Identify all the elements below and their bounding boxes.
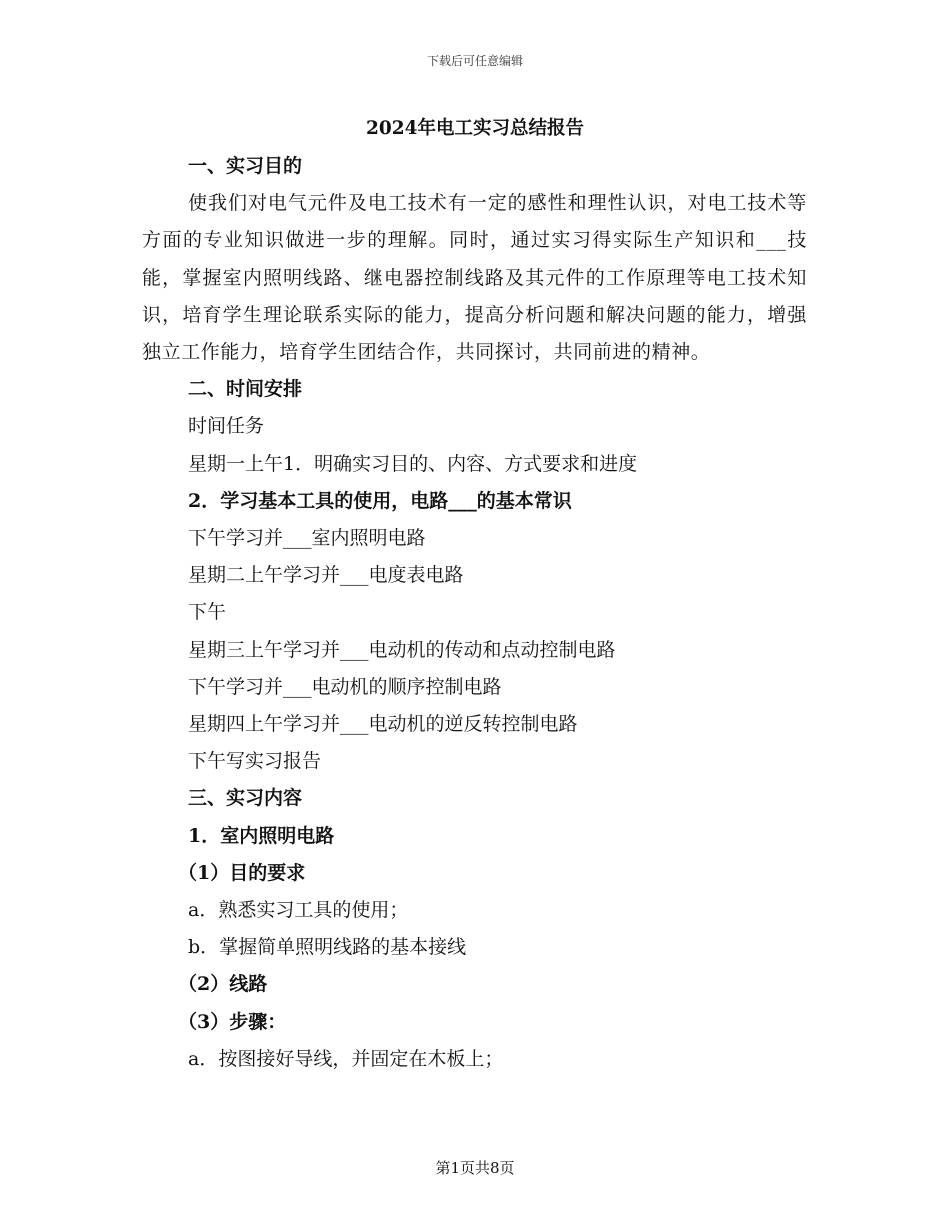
schedule-line: 下午 — [188, 601, 227, 624]
item-circuit: （2）线路 — [178, 973, 268, 996]
schedule-line: 下午学习并___室内照明电路 — [188, 527, 426, 550]
subsection-lighting-circuit: 1．室内照明电路 — [188, 824, 335, 847]
header-note: 下载后可任意编辑 — [426, 54, 523, 68]
page-footer: 第1页共8页 — [435, 1159, 515, 1177]
section-heading-purpose: 一、实习目的 — [188, 155, 303, 177]
purpose-paragraph: 使我们对电气元件及电工技术有一定的感性和理性认识，对电工技术等方面的专业知识做进一步的理解。同时，通过实习得实际生产知识和___技能，掌握室内照明线路、继电器控制线路及其元件的工作原理等电工技术知识，培育学生理论联系实际的能力，提高分析问题和解决问题的能力，增强独立工作能力，培育学生团结合作，共同探讨，共同前进的精神。 — [142, 192, 807, 364]
schedule-line: 时间任务 — [188, 415, 265, 438]
schedule-line: 2．学习基本工具的使用，电路___的基本常识 — [188, 489, 572, 512]
schedule-line: 星期二上午学习并___电度表电路 — [188, 564, 464, 587]
item-steps: （3）步骤： — [178, 1010, 287, 1033]
document-body — [142, 148, 807, 1078]
item-objective-b: b．掌握简单照明线路的基本接线 — [188, 936, 467, 959]
schedule-line: 星期一上午1．明确实习目的、内容、方式要求和进度 — [188, 452, 638, 475]
section-heading-content: 三、实习内容 — [188, 787, 303, 810]
item-objectives: （1）目的要求 — [178, 861, 306, 884]
schedule-line: 星期三上午学习并___电动机的传动和点动控制电路 — [188, 638, 616, 661]
schedule-line: 下午写实习报告 — [188, 750, 322, 773]
section-heading-schedule: 二、时间安排 — [188, 378, 303, 401]
document-title: 2024年电工实习总结报告 — [366, 118, 584, 139]
item-step-a: a．按图接好导线，并固定在木板上； — [188, 1047, 504, 1070]
schedule-line: 星期四上午学习并___电动机的逆反转控制电路 — [188, 713, 578, 736]
schedule-line: 下午学习并___电动机的顺序控制电路 — [188, 675, 502, 698]
item-objective-a: a．熟悉实习工具的使用； — [188, 899, 409, 922]
